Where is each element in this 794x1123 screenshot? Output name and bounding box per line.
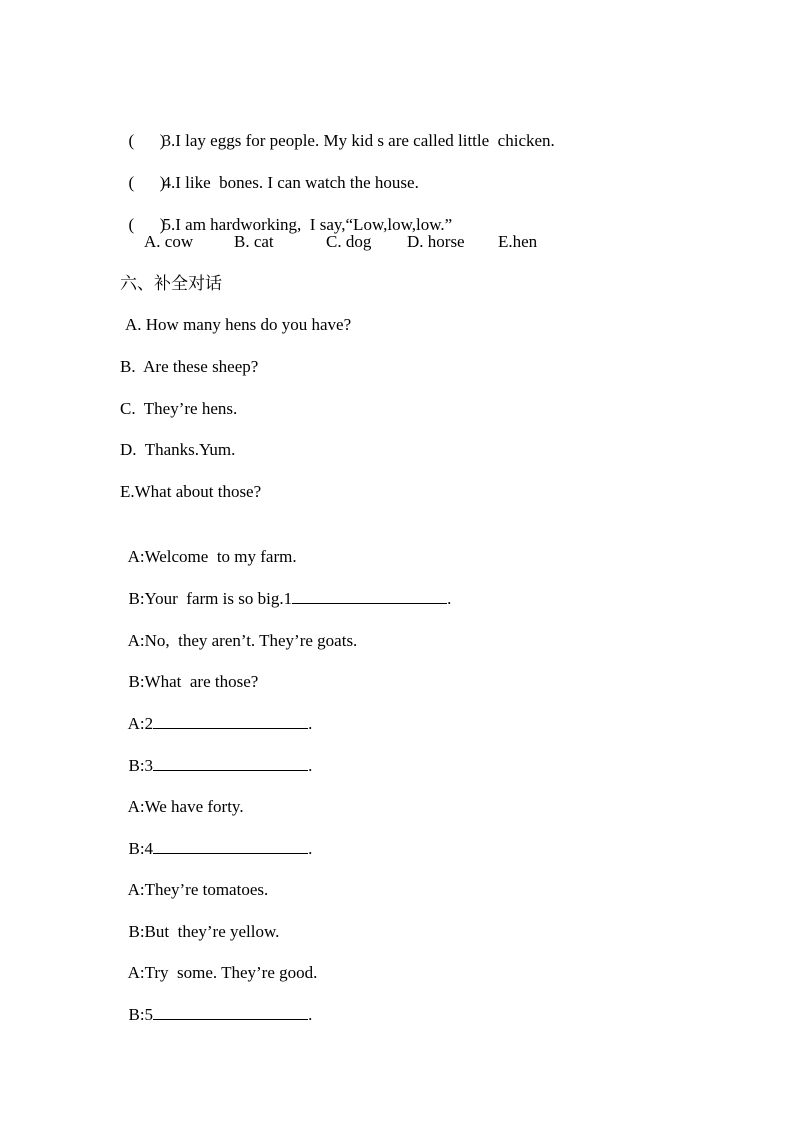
dialogue-line-10: [120, 896, 280, 941]
option-b: B. cat: [234, 232, 274, 251]
blank-end: .: [308, 714, 313, 733]
blank-end: .: [308, 756, 313, 775]
answer-paren[interactable]: ( ): [128, 215, 166, 234]
question-5: [120, 189, 453, 234]
choice-b: B. Are these sheep?: [120, 357, 259, 376]
dialogue-text: B:What are those?: [128, 672, 259, 691]
answer-blank-2[interactable]: [153, 712, 308, 729]
dialogue-line-8: [120, 813, 313, 858]
question-text: 5.I am hardworking, I say,“Low,low,low.”: [162, 215, 453, 234]
answer-paren[interactable]: ( ): [128, 173, 166, 192]
dialogue-text: A:We have forty.: [127, 797, 244, 816]
dialogue-text: A:2: [127, 714, 154, 733]
dialogue-text: A:They’re tomatoes.: [127, 880, 269, 899]
question-text: 3.I lay eggs for people. My kid s are called little chicken.: [162, 131, 555, 150]
dialogue-line-5: [120, 688, 313, 733]
dialogue-text: B:5: [128, 1005, 154, 1024]
choice-a: A. How many hens do you have?: [125, 315, 352, 334]
dialogue-text: A:Try some. They’re good.: [127, 963, 318, 982]
dialogue-text: B:Your farm is so big.1: [128, 589, 293, 608]
option-a: A. cow: [144, 232, 194, 251]
choice-e: E.What about those?: [120, 482, 262, 501]
option-d: D. horse: [407, 232, 465, 251]
dialogue-line-6: [120, 730, 313, 775]
options-row: [144, 230, 537, 254]
blank-end: .: [308, 1005, 313, 1024]
blank-end: .: [308, 839, 313, 858]
dialogue-line-4: [120, 646, 259, 691]
answer-blank-1[interactable]: [292, 587, 447, 604]
answer-blank-3[interactable]: [153, 754, 308, 771]
dialogue-text: B:But they’re yellow.: [128, 922, 280, 941]
dialogue-text: A:Welcome to my farm.: [127, 547, 297, 566]
blank-end: .: [447, 589, 452, 608]
question-3: [120, 105, 555, 150]
option-c: C. dog: [326, 232, 372, 251]
choice-c: C. They’re hens.: [120, 399, 238, 418]
dialogue-line-11: [120, 937, 318, 982]
dialogue-line-3: [120, 605, 358, 650]
section-title: 六、补全对话: [120, 274, 222, 294]
question-4: [120, 147, 419, 192]
answer-blank-4[interactable]: [153, 837, 308, 854]
dialogue-line-9: [120, 854, 269, 899]
dialogue-line-2: [120, 563, 452, 608]
dialogue-line-7: [120, 771, 244, 816]
dialogue-line-1: [120, 521, 297, 566]
choice-d: D. Thanks.Yum.: [120, 440, 236, 459]
option-e: E.hen: [498, 232, 538, 251]
dialogue-text: B:3: [128, 756, 154, 775]
dialogue-text: A:No, they aren’t. They’re goats.: [127, 631, 358, 650]
answer-blank-5[interactable]: [153, 1003, 308, 1020]
question-text: 4.I like bones. I can watch the house.: [162, 173, 419, 192]
dialogue-line-12: [120, 979, 313, 1024]
answer-paren[interactable]: ( ): [128, 131, 166, 150]
dialogue-text: B:4: [128, 839, 154, 858]
